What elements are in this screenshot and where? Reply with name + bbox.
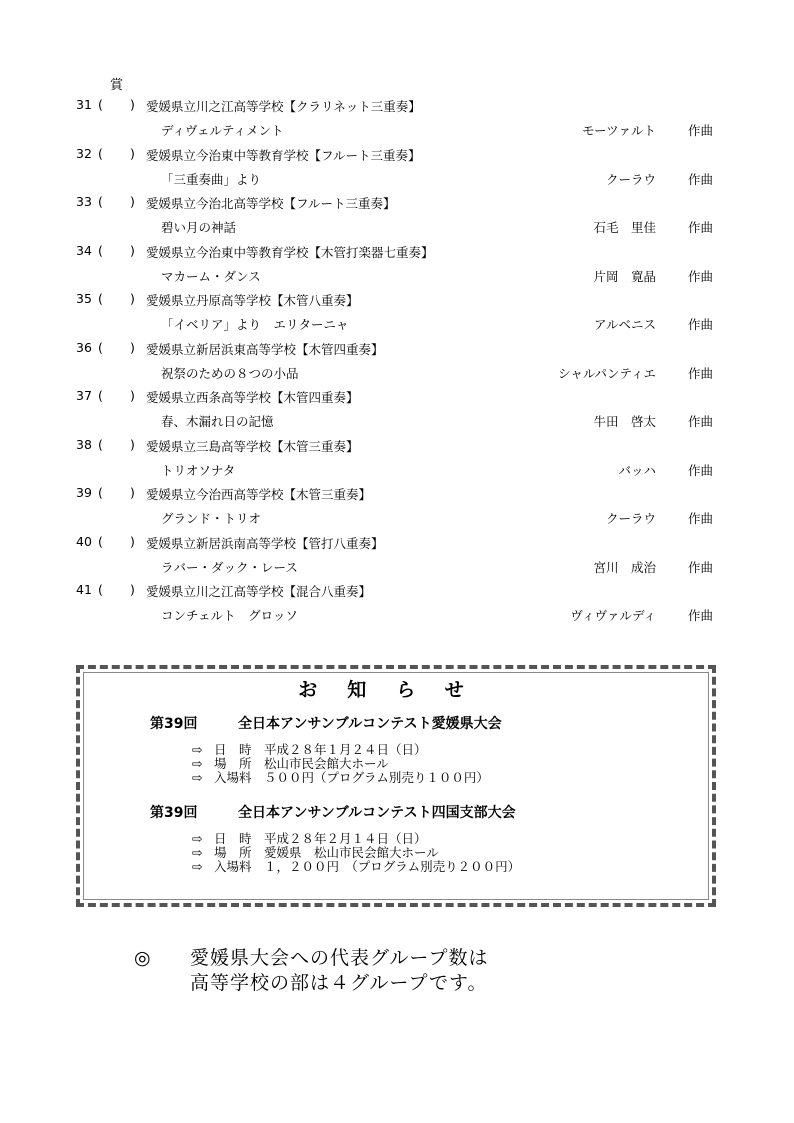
- award-blank-close: ): [130, 436, 135, 452]
- entry-item: [76, 340, 736, 389]
- award-blank-close: ): [130, 582, 135, 597]
- arrow-icon: ⇨: [192, 859, 203, 874]
- award-blank-close: ): [130, 291, 135, 306]
- entry-composer: シャルパンティエ: [558, 365, 656, 381]
- entry-item: [76, 485, 736, 534]
- award-blank-open: (: [98, 388, 103, 403]
- event-detail: ⇨ 場 所 愛媛県 松山市民会館大ホール: [192, 845, 439, 860]
- award-blank-open: (: [98, 436, 103, 452]
- event-ordinal: 第39回: [150, 805, 198, 821]
- entry-piece: 祝祭のための８つの小品: [161, 365, 299, 381]
- award-blank-open: (: [98, 145, 103, 161]
- entry-school: 愛媛県立今治西高等学校【木管三重奏】: [146, 487, 372, 502]
- entry-item: [76, 243, 736, 292]
- entry-role: 作曲: [688, 414, 714, 429]
- award-blank-open: (: [98, 291, 103, 306]
- prize-label: 賞: [110, 78, 124, 93]
- notice-title: お知らせ: [298, 679, 494, 701]
- award-blank-open: (: [98, 97, 103, 112]
- entry-piece: グランド・トリオ: [161, 511, 261, 526]
- event-name: 全日本アンサンブルコンテスト四国支部大会: [238, 805, 516, 821]
- award-blank-close: ): [130, 388, 135, 403]
- entry-role: 作曲: [688, 123, 714, 138]
- entry-number: 38: [76, 436, 92, 452]
- entry-school: 愛媛県立川之江高等学校【混合八重奏】: [146, 584, 372, 599]
- entry-piece: マカーム・ダンス: [161, 268, 261, 284]
- entry-piece: 「三重奏曲」より: [161, 171, 262, 187]
- entry-piece: 碧い月の神話: [161, 220, 237, 235]
- event-ordinal: 第39回: [150, 716, 198, 732]
- award-blank-close: ): [130, 194, 135, 209]
- event-name: 全日本アンサンブルコンテスト愛媛県大会: [238, 716, 502, 732]
- entry-item: [76, 582, 736, 631]
- event-title: [150, 713, 502, 733]
- award-blank-open: (: [98, 242, 103, 258]
- footnote-line-1: [134, 943, 488, 970]
- arrow-icon: ⇨: [192, 845, 203, 860]
- entry-piece: トリオソナタ: [161, 462, 236, 478]
- award-blank-close: ): [130, 339, 135, 355]
- entry-composer: 石毛 里佳: [593, 220, 656, 235]
- entry-role: 作曲: [688, 268, 714, 284]
- entry-composer: クーラウ: [605, 511, 656, 526]
- entry-school: 愛媛県立今治東中等教育学校【フルート三重奏】: [146, 147, 421, 163]
- entry-school: 愛媛県立新居浜南高等学校【管打八重奏】: [146, 535, 384, 551]
- entry-number: 41: [76, 582, 92, 597]
- entry-school: 愛媛県立西条高等学校【木管四重奏】: [146, 390, 359, 405]
- entry-school: 愛媛県立今治東中等教育学校【木管打楽器七重奏】: [146, 244, 434, 260]
- entry-piece: 春、木漏れ日の記憶: [161, 414, 274, 429]
- award-blank-close: ): [130, 242, 135, 258]
- entry-composer: 宮川 成治: [593, 559, 656, 575]
- entry-role: 作曲: [688, 511, 714, 526]
- entry-composer: ヴィヴァルディ: [570, 608, 656, 623]
- award-blank-close: ): [130, 485, 135, 500]
- entry-piece: ディヴェルティメント: [161, 123, 284, 138]
- entry-number: 35: [76, 291, 92, 306]
- entry-item: [76, 437, 736, 486]
- entry-role: 作曲: [688, 317, 714, 332]
- award-blank-close: ): [130, 533, 135, 549]
- footnote-line-2: 高等学校の部は４グループです。: [190, 972, 488, 994]
- award-blank-open: (: [98, 582, 103, 597]
- entry-composer: 牛田 啓太: [593, 414, 656, 429]
- entry-composer: アルベニス: [593, 317, 656, 332]
- award-blank-open: (: [98, 533, 103, 549]
- entry-item: [76, 388, 736, 437]
- award-blank-open: (: [98, 194, 103, 209]
- event-detail: ⇨ 入場料 １，２００円 （プログラム別売り２００円）: [192, 859, 521, 874]
- entry-number: 37: [76, 388, 92, 403]
- arrow-icon: ⇨: [192, 770, 203, 785]
- entry-number: 33: [76, 194, 92, 209]
- entry-role: 作曲: [688, 462, 714, 478]
- entry-item: [76, 146, 736, 195]
- entry-school: 愛媛県立川之江高等学校【クラリネット三重奏】: [146, 99, 421, 114]
- entry-school: 愛媛県立丹原高等学校【木管八重奏】: [146, 293, 359, 308]
- double-circle-icon: ◎: [134, 947, 152, 969]
- entry-number: 36: [76, 339, 92, 355]
- entry-item: [76, 194, 736, 243]
- entry-number: 32: [76, 145, 92, 161]
- entry-piece: ラバー・ダック・レース: [161, 559, 298, 575]
- award-blank-close: ): [130, 145, 135, 161]
- award-blank-open: (: [98, 339, 103, 355]
- event-title: [150, 802, 516, 822]
- event-detail: ⇨ 日 時 平成２８年１月２４日（日）: [192, 742, 427, 757]
- event-detail: ⇨ 日 時 平成２８年２月１４日（日）: [192, 831, 427, 846]
- award-blank-open: (: [98, 485, 103, 500]
- entry-composer: 片岡 寛晶: [593, 268, 656, 284]
- award-blank-close: ): [130, 97, 135, 112]
- arrow-icon: ⇨: [192, 831, 203, 846]
- entry-number: 31: [76, 97, 92, 112]
- entry-school: 愛媛県立新居浜東高等学校【木管四重奏】: [146, 341, 384, 357]
- arrow-icon: ⇨: [192, 756, 203, 771]
- entry-list: [76, 97, 736, 631]
- entry-composer: バッハ: [618, 462, 656, 478]
- entry-school: 愛媛県立今治北高等学校【フルート三重奏】: [146, 196, 396, 211]
- entry-piece: コンチェルト グロッソ: [161, 608, 298, 623]
- entry-role: 作曲: [688, 559, 714, 575]
- entry-number: 39: [76, 485, 92, 500]
- entry-number: 34: [76, 242, 92, 258]
- event-detail: ⇨ 入場料 ５００円（プログラム別売り１００円）: [192, 770, 489, 785]
- notice-box: [76, 665, 716, 907]
- entry-piece: 「イベリア」より エリターニャ: [161, 317, 349, 332]
- entry-composer: クーラウ: [605, 171, 656, 187]
- footnote-text: 愛媛県大会への代表グループ数は: [190, 947, 489, 969]
- entry-role: 作曲: [688, 171, 714, 187]
- entry-school: 愛媛県立三島高等学校【木管三重奏】: [146, 438, 359, 454]
- entry-role: 作曲: [688, 220, 714, 235]
- entry-number: 40: [76, 533, 92, 549]
- entry-role: 作曲: [688, 365, 714, 381]
- arrow-icon: ⇨: [192, 742, 203, 757]
- entry-item: [76, 534, 736, 583]
- entry-role: 作曲: [688, 608, 714, 623]
- event-detail: ⇨ 場 所 松山市民会館大ホール: [192, 756, 389, 771]
- entry-item: [76, 291, 736, 340]
- entry-item: [76, 97, 736, 146]
- entry-composer: モーツァルト: [582, 123, 656, 138]
